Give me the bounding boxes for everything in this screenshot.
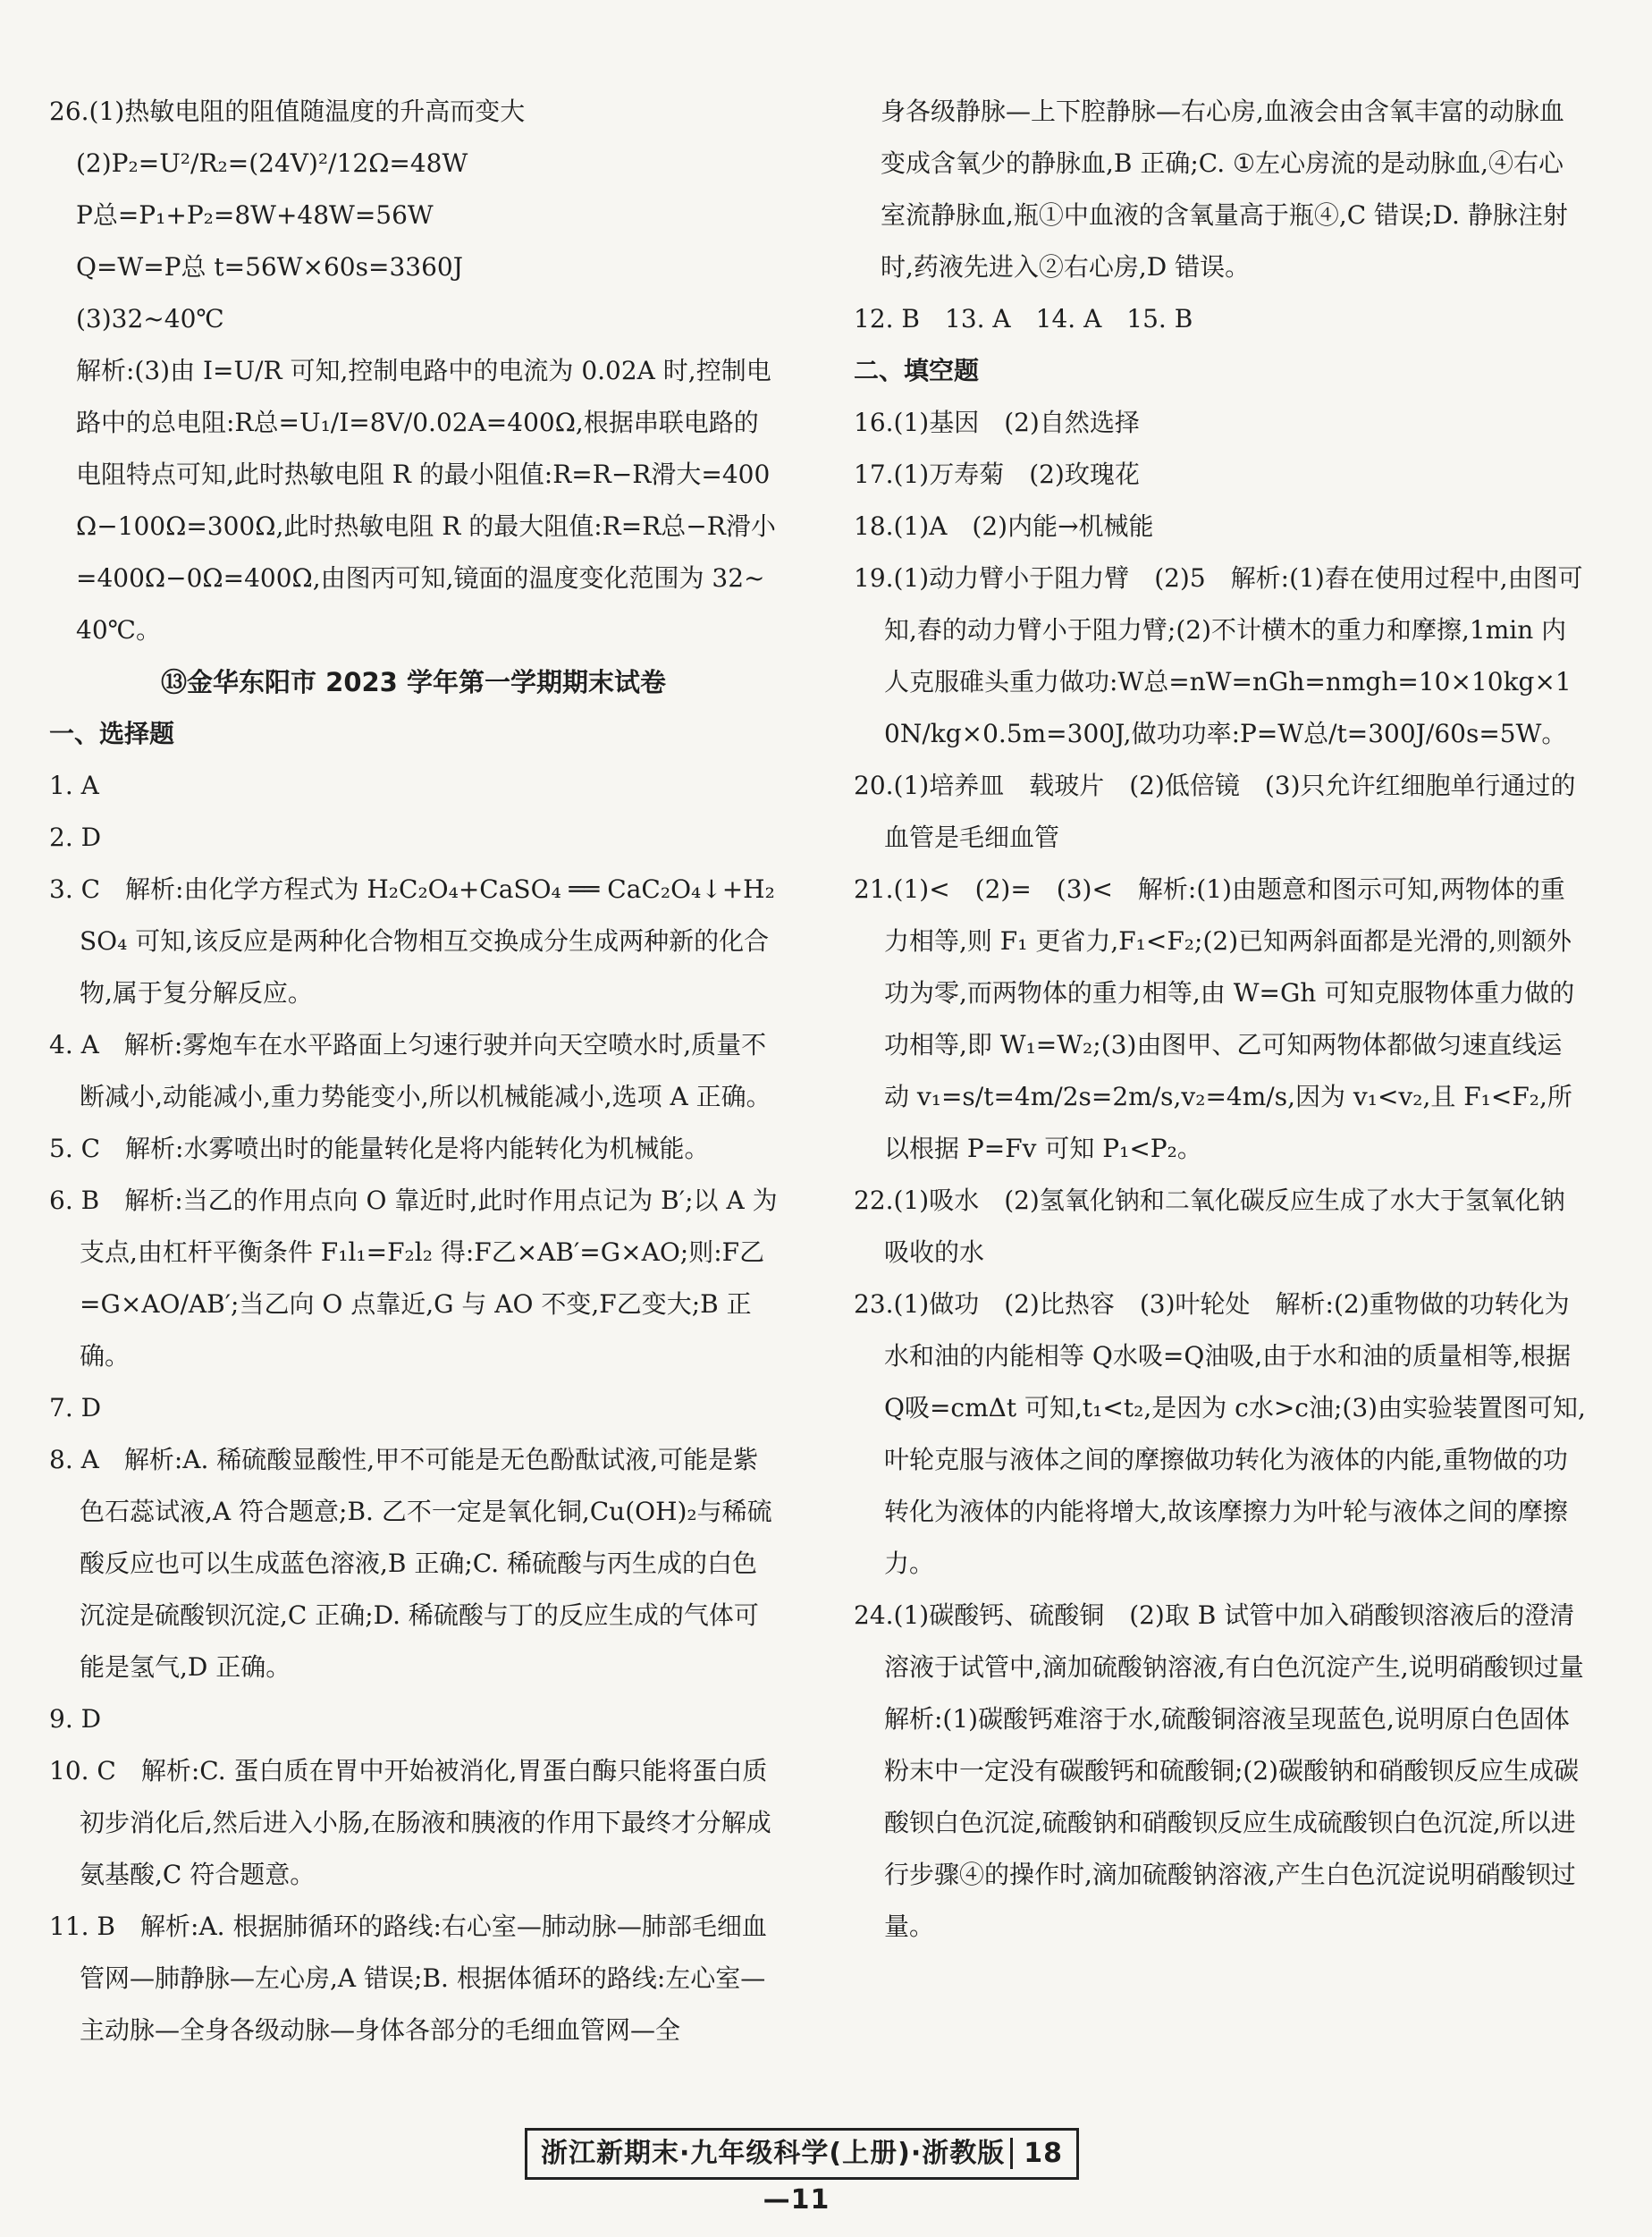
- section-heading: 二、填空题: [854, 356, 980, 385]
- answer-item: 11. B 解析:A. 根据肺循环的路线:右心室—肺动脉—肺部毛细血管网—肺静脉—左心房,A 错误;B. 根据体循环的路线:左心室—主动脉—全身各级动脉—身体各部分的毛细血管网—全: [49, 1912, 767, 2045]
- text-block: Q=W=P总 t=56W×60s=3360J: [76, 252, 463, 282]
- answer-item: 12. B 13. A 14. A 15. B: [854, 304, 1193, 333]
- text-block: 26.(1)热敏电阻的阻值随温度的升高而变大: [49, 97, 526, 126]
- page-number: 18—11: [763, 2138, 1063, 2216]
- answer-item: 18.(1)A (2)内能→机械能: [854, 511, 1154, 541]
- answer-item: 8. A 解析:A. 稀硫酸显酸性,甲不可能是无色酚酞试液,可能是紫色石蕊试液,A 符合题意;B. 乙不一定是氧化铜,Cu(OH)₂与稀硫酸反应也可以生成蓝色溶液,B 正确;C. 稀硫酸与丙生成的白色沉淀是硫酸钡沉淀,C 正确;D. 稀硫酸与丁的反应生成的气体可能是氢气,D 正确。: [49, 1445, 772, 1682]
- exam-title: ⑬金华东阳市 2023 学年第一学期期末试卷: [161, 667, 666, 697]
- footer-title: 浙江新期末·九年级科学(上册)·浙教版: [541, 2138, 1006, 2169]
- left-column: [49, 86, 778, 2056]
- answer-item: 7. D: [49, 1393, 102, 1422]
- answer-item: 4. A 解析:雾炮车在水平路面上匀速行驶并向天空喷水时,质量不断减小,动能减小,重力势能变小,所以机械能减小,选项 A 正确。: [49, 1030, 771, 1111]
- text-block: (2)P₂=U²/R₂=(24V)²/12Ω=48W: [76, 148, 468, 178]
- answer-item: 23.(1)做功 (2)比热容 (3)叶轮处 解析:(2)重物做的功转化为水和油的内能相等 Q水吸=Q油吸,由于水和油的质量相等,根据 Q吸=cmΔt 可知,t₁<t₂,是因为 c水>c油;(3)由实验装置图可知,叶轮克服与液体之间的摩擦做功转化为液体的内能,重物做的功转化为液体的内能将增大,故该摩擦力为叶轮与液体之间的摩擦力。: [854, 1289, 1586, 1578]
- answer-item: 5. C 解析:水雾喷出时的能量转化是将内能转化为机械能。: [49, 1134, 710, 1163]
- text-block: (3)32~40℃: [76, 304, 224, 333]
- answer-item: 20.(1)培养皿 载玻片 (2)低倍镜 (3)只允许红细胞单行通过的血管是毛细血管: [854, 771, 1576, 852]
- answer-item: 3. C 解析:由化学方程式为 H₂C₂O₄+CaSO₄ ══ CaC₂O₄↓+H₂SO₄ 可知,该反应是两种化合物相互交换成分生成两种新的化合物,属于复分解反应。: [49, 874, 775, 1008]
- answer-item: 6. B 解析:当乙的作用点向 O 靠近时,此时作用点记为 B′;以 A 为支点,由杠杆平衡条件 F₁l₁=F₂l₂ 得:F乙×AB′=G×AO;则:F乙=G×AO/AB′;当乙向 O 点靠近,G 与 AO 不变,F乙变大;B 正确。: [49, 1186, 778, 1371]
- text-block: 身各级静脉—上下腔静脉—右心房,血液会由含氧丰富的动脉血变成含氧少的静脉血,B 正确;C. ①左心房流的是动脉血,④右心室流静脉血,瓶①中血液的含氧量高于瓶④,C 错误;D. 静脉注射时,药液先进入②右心房,D 错误。: [881, 97, 1568, 282]
- text-block: P总=P₁+P₂=8W+48W=56W: [76, 200, 434, 230]
- answer-item: 2. D: [49, 823, 102, 852]
- right-column: [854, 86, 1609, 1953]
- answer-item: 21.(1)< (2)= (3)< 解析:(1)由题意和图示可知,两物体的重力相等,则 F₁ 更省力,F₁<F₂;(2)已知两斜面都是光滑的,则额外功为零,而两物体的重力相等,由 W=Gh 可知克服物体重力做的功相等,即 W₁=W₂;(3)由图甲、乙可知两物体都做匀速直线运动 v₁=s/t=4m/2s=2m/s,v₂=4m/s,因为 v₁<v₂,且 F₁<F₂,所以根据 P=Fv 可知 P₁<P₂。: [854, 874, 1575, 1163]
- section-heading: 一、选择题: [49, 719, 175, 748]
- answer-item: 17.(1)万寿菊 (2)玫瑰花: [854, 460, 1140, 489]
- answer-item: 16.(1)基因 (2)自然选择: [854, 408, 1140, 437]
- answer-item: 1. A: [49, 771, 99, 800]
- page-footer: [525, 2128, 1079, 2216]
- answer-item: 10. C 解析:C. 蛋白质在胃中开始被消化,胃蛋白酶只能将蛋白质初步消化后,然后进入小肠,在肠液和胰液的作用下最终才分解成氨基酸,C 符合题意。: [49, 1756, 771, 1889]
- text-block: 解析:(3)由 I=U/R 可知,控制电路中的电流为 0.02A 时,控制电路中的总电阻:R总=U₁/I=8V/0.02A=400Ω,根据串联电路的电阻特点可知,此时热敏电阻 R 的最小阻值:R=R−R滑大=400Ω−100Ω=300Ω,此时热敏电阻 R 的最大阻值:R=R总−R滑小=400Ω−0Ω=400Ω,由图丙可知,镜面的温度变化范围为 32~40℃。: [76, 356, 776, 645]
- answer-item: 9. D: [49, 1704, 102, 1734]
- answer-item: 24.(1)碳酸钙、硫酸铜 (2)取 B 试管中加入硝酸钡溶液后的澄清溶液于试管中,滴加硫酸钠溶液,有白色沉淀产生,说明硝酸钡过量 解析:(1)碳酸钙难溶于水,硫酸铜溶液呈现蓝色,说明原白色固体粉末中一定没有碳酸钙和硫酸铜;(2)碳酸钠和硝酸钡反应生成碳酸钡白色沉淀,硫酸钠和硝酸钡反应生成硫酸钡白色沉淀,所以进行步骤④的操作时,滴加硫酸钠溶液,产生白色沉淀说明硝酸钡过量。: [854, 1600, 1609, 1941]
- answer-item: 22.(1)吸水 (2)氢氧化钠和二氧化碳反应生成了水大于氢氧化钠吸收的水: [854, 1186, 1565, 1267]
- answer-item: 19.(1)动力臂小于阻力臂 (2)5 解析:(1)舂在使用过程中,由图可知,舂的动力臂小于阻力臂;(2)不计横木的重力和摩擦,1min 内人克服碓头重力做功:W总=nW=nGh=nmgh=10×10kg×10N/kg×0.5m=300J,做功功率:P=W总/t=300J/60s=5W。: [854, 563, 1583, 748]
